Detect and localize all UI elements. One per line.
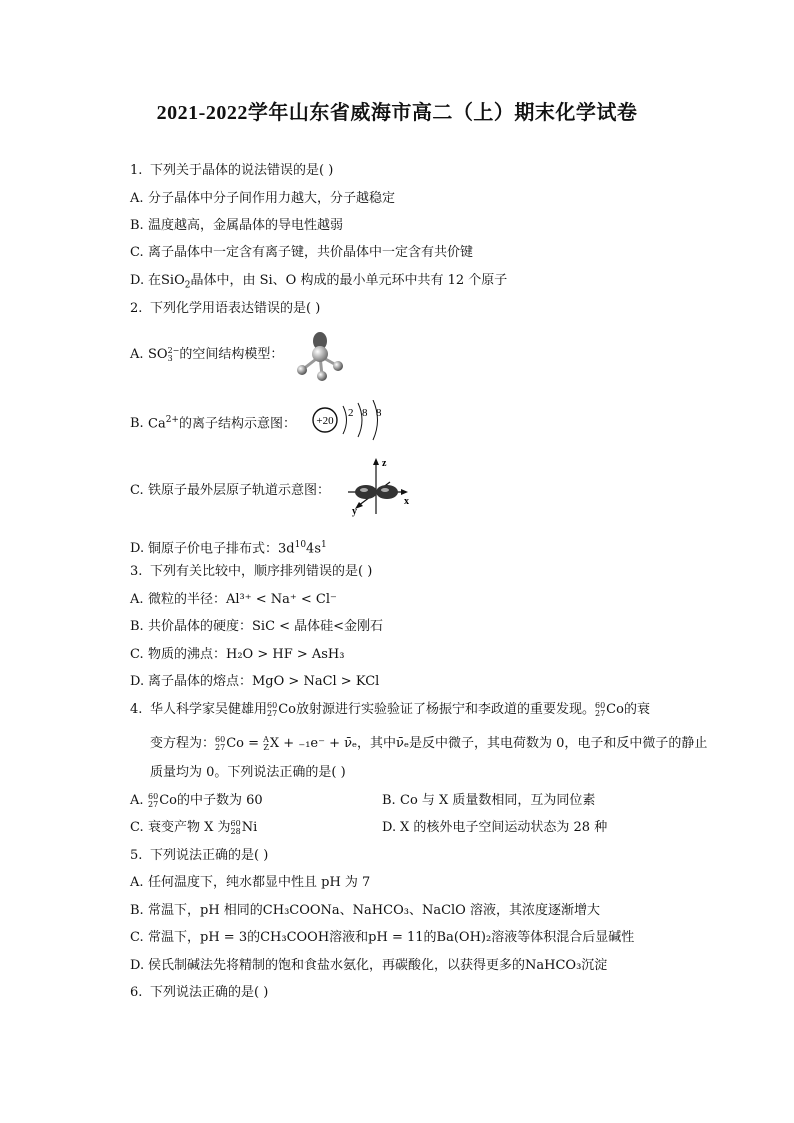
q4-option-c: C. 衰变产物 X 为 60 28 Ni (130, 818, 258, 836)
y-axis-label: y (352, 506, 357, 517)
question-4-stem-line-1: 4. 华人科学家吴健雄用 60 27 Co放射源进行实验验证了杨振宁和李政道的重要发现。 60 27 Co的衰 (130, 700, 650, 718)
q2-option-a: A. SO 2− 3 的空间结构模型： (130, 345, 284, 363)
q5-option-b: B. 常温下，pH 相同的CH₃COONa、NaHCO₃、NaClO 溶液，其浓度逐渐增大 (130, 903, 600, 918)
q4-option-b: B. Co 与 X 质量数相同，互为同位素 (382, 793, 596, 808)
question-6-stem: 6. 下列说法正确的是( ) (130, 985, 269, 1000)
sulfite-ball-stick-model-image (292, 330, 348, 382)
q2-option-c: C. 铁原子最外层原子轨道示意图： (130, 483, 331, 498)
shell-1-electrons: 2 (348, 407, 354, 419)
q3-option-c: C. 物质的沸点：H₂O > HF > AsH₃ (130, 647, 345, 662)
question-number: 4. (130, 702, 143, 717)
question-number: 1. (130, 163, 143, 178)
q1-option-c: C. 离子晶体中一定含有离子键，共价晶体中一定含有共价键 (130, 245, 474, 260)
question-1-stem: 1. 下列关于晶体的说法错误的是( ) (130, 163, 334, 178)
question-number: 5. (130, 848, 143, 863)
shell-3-electrons: 8 (376, 407, 382, 419)
shell-2-electrons: 8 (362, 407, 368, 419)
calcium-ion-structure-diagram (310, 400, 384, 442)
q4-option-d: D. X 的核外电子空间运动状态为 28 种 (382, 820, 608, 835)
question-number: 3. (130, 564, 143, 579)
question-2-stem: 2. 下列化学用语表达错误的是( ) (130, 301, 321, 316)
q3-option-a: A. 微粒的半径：Al³⁺ < Na⁺ < Cl⁻ (130, 592, 337, 607)
nucleus-charge: +20 (316, 415, 334, 427)
q5-option-a: A. 任何温度下，纯水都显中性且 pH 为 7 (130, 875, 371, 890)
q2-option-b: B. $Ca^{2+}$的离子结构示意图： (130, 415, 296, 432)
z-axis-label: z (382, 458, 387, 469)
question-4-stem-line-3: 质量均为 0。下列说法正确的是( ) (150, 765, 346, 780)
x-axis-label: x (404, 496, 409, 507)
question-3-stem: 3. 下列有关比较中，顺序排列错误的是( ) (130, 564, 373, 579)
q1-option-a: A. 分子晶体中分子间作用力越大，分子越稳定 (130, 191, 396, 206)
question-5-stem: 5. 下列说法正确的是( ) (130, 848, 269, 863)
q3-option-d: D. 离子晶体的熔点：MgO > NaCl > KCl (130, 674, 380, 689)
q1-option-d: D. 在SiO$_2$晶体中，由 Si、O 构成的最小单元环中共有 12 个原子 (130, 273, 508, 291)
question-4-stem-line-2: 变方程为： 60 27 Co = A Z X + ₋₁e⁻ + ν̄ₑ，其中ν̄ₑ是反中微子，其电荷数为 0，电子和反中微子的静止 (150, 734, 708, 752)
page-title: 2021-2022学年山东省威海市高二（上）期末化学试卷 (156, 102, 638, 124)
q2-option-d: D. 铜原子价电子排布式：$3d^{10}4s^1$ (130, 540, 327, 557)
q3-option-b: B. 共价晶体的硬度：SiC < 晶体硅<金刚石 (130, 619, 384, 634)
question-number: 2. (130, 301, 143, 316)
q4-option-a: A. 60 27 Co的中子数为 60 (130, 791, 263, 809)
p-orbital-axes-diagram (344, 456, 414, 518)
q1-option-b: B. 温度越高，金属晶体的导电性越弱 (130, 218, 344, 233)
q5-option-d: D. 侯氏制碱法先将精制的饱和食盐水氨化，再碳酸化，以获得更多的NaHCO₃沉淀 (130, 958, 608, 973)
question-number: 6. (130, 985, 143, 1000)
q5-option-c: C. 常温下，pH = 3的CH₃COOH溶液和pH = 11的Ba(OH)₂溶液等体积混合后显碱性 (130, 930, 635, 945)
